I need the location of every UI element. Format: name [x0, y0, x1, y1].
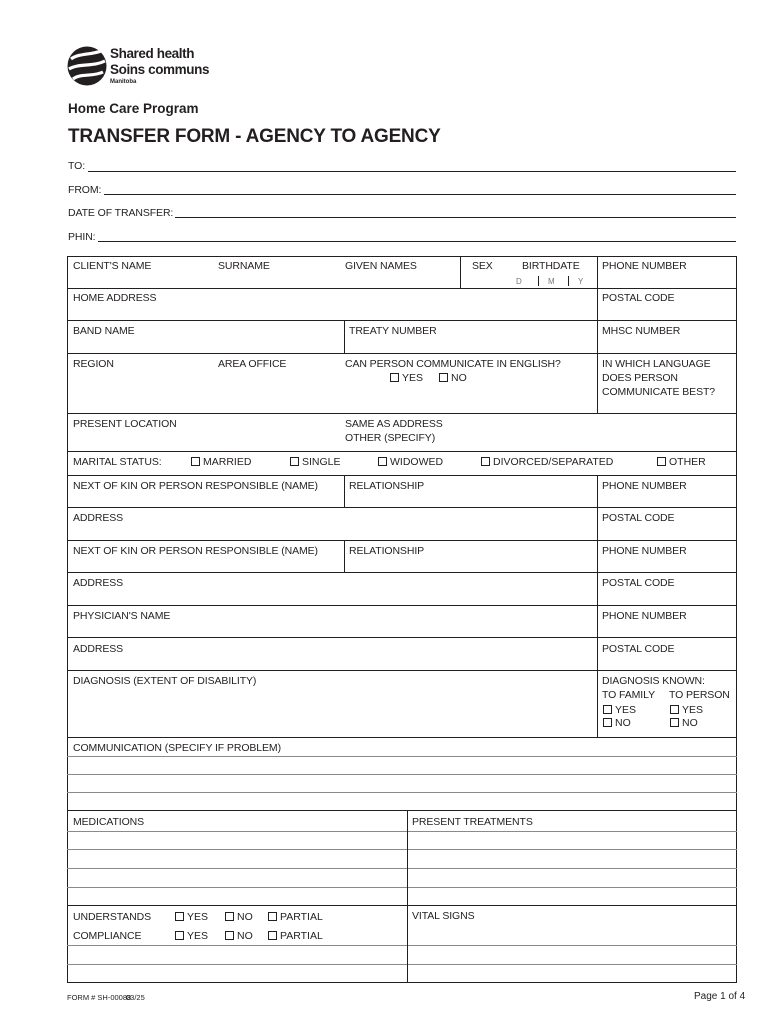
checkbox-icon: [268, 912, 277, 921]
checkbox-icon: [603, 705, 612, 714]
birthdate-day-label: D: [516, 277, 522, 286]
understands-yes-checkbox[interactable]: YES: [175, 911, 208, 923]
date-of-transfer-label: DATE OF TRANSFER:: [68, 207, 174, 219]
marital-widowed-checkbox[interactable]: WIDOWED: [378, 456, 443, 468]
checkbox-icon: [268, 931, 277, 940]
marital-divorced-checkbox[interactable]: DIVORCED/SEPARATED: [481, 456, 613, 468]
relationship-2-label: RELATIONSHIP: [349, 545, 425, 557]
kin-1-address-label: ADDRESS: [73, 512, 124, 524]
client-postal-code-label: POSTAL CODE: [602, 292, 675, 304]
area-office-label: AREA OFFICE: [218, 358, 287, 370]
given-names-label: GIVEN NAMES: [345, 260, 417, 272]
from-field[interactable]: [104, 194, 736, 195]
form-date: 03/25: [126, 993, 145, 1002]
home-address-label: HOME ADDRESS: [73, 292, 157, 304]
birthdate-label: BIRTHDATE: [522, 260, 580, 272]
marital-other-checkbox[interactable]: OTHER: [657, 456, 706, 468]
vital-signs-label: VITAL SIGNS: [412, 910, 475, 922]
surname-label: SURNAME: [218, 260, 270, 272]
page-number: Page 1 of 4: [694, 991, 746, 1002]
birthdate-year-label: Y: [578, 277, 584, 286]
marital-status-label: MARITAL STATUS:: [73, 456, 162, 468]
phin-label: PHIN:: [68, 231, 96, 243]
present-location-label: PRESENT LOCATION: [73, 418, 177, 430]
language-label-line3: COMMUNICATE BEST?: [602, 386, 716, 398]
marital-single-checkbox[interactable]: SINGLE: [290, 456, 341, 468]
brand-province: Manitoba: [110, 79, 137, 85]
checkbox-icon: [378, 457, 387, 466]
family-no-checkbox[interactable]: NO: [603, 717, 631, 729]
kin-2-address-label: ADDRESS: [73, 577, 124, 589]
checkbox-icon: [175, 931, 184, 940]
checkbox-icon: [175, 912, 184, 921]
form-title: TRANSFER FORM - AGENCY TO AGENCY: [68, 126, 441, 147]
checkbox-icon: [290, 457, 299, 466]
client-phone-label: PHONE NUMBER: [602, 260, 687, 272]
checkbox-icon: [670, 718, 679, 727]
compliance-no-checkbox[interactable]: NO: [225, 930, 253, 942]
checkbox-icon: [225, 931, 234, 940]
diagnosis-label: DIAGNOSIS (EXTENT OF DISABILITY): [73, 675, 257, 687]
brand-name-en: Shared health: [110, 46, 195, 61]
to-field[interactable]: [88, 171, 736, 172]
medications-label: MEDICATIONS: [73, 816, 145, 828]
to-family-label: TO FAMILY: [602, 689, 655, 701]
region-label: REGION: [73, 358, 114, 370]
person-no-checkbox[interactable]: NO: [670, 717, 698, 729]
understands-partial-checkbox[interactable]: PARTIAL: [268, 911, 323, 923]
sex-label: SEX: [472, 260, 493, 272]
physician-address-label: ADDRESS: [73, 643, 124, 655]
kin-1-phone-label: PHONE NUMBER: [602, 480, 687, 492]
checkbox-icon: [670, 705, 679, 714]
relationship-1-label: RELATIONSHIP: [349, 480, 425, 492]
understands-no-checkbox[interactable]: NO: [225, 911, 253, 923]
checkbox-icon: [390, 373, 399, 382]
other-specify-label: OTHER (SPECIFY): [345, 432, 436, 444]
next-of-kin-1-label: NEXT OF KIN OR PERSON RESPONSIBLE (NAME): [73, 480, 318, 492]
checkbox-icon: [191, 457, 200, 466]
checkbox-icon: [439, 373, 448, 382]
language-label-line2: DOES PERSON: [602, 372, 678, 384]
kin-2-phone-label: PHONE NUMBER: [602, 545, 687, 557]
birthdate-month-label: M: [548, 277, 555, 286]
same-as-address-label: SAME AS ADDRESS: [345, 418, 443, 430]
family-yes-checkbox[interactable]: YES: [603, 704, 636, 716]
shared-health-logo-icon: [67, 45, 107, 87]
checkbox-icon: [225, 912, 234, 921]
compliance-yes-checkbox[interactable]: YES: [175, 930, 208, 942]
phin-field[interactable]: [98, 241, 736, 242]
physician-postal-code-label: POSTAL CODE: [602, 643, 675, 655]
marital-married-checkbox[interactable]: MARRIED: [191, 456, 251, 468]
kin-2-postal-code-label: POSTAL CODE: [602, 577, 675, 589]
checkbox-icon: [657, 457, 666, 466]
to-person-label: TO PERSON: [669, 689, 730, 701]
compliance-label: COMPLIANCE: [73, 930, 142, 942]
diagnosis-known-label: DIAGNOSIS KNOWN:: [602, 675, 705, 687]
treaty-number-label: TREATY NUMBER: [349, 325, 437, 337]
english-yes-checkbox[interactable]: YES: [390, 372, 423, 384]
english-no-checkbox[interactable]: NO: [439, 372, 467, 384]
communication-label: COMMUNICATION (SPECIFY IF PROBLEM): [73, 742, 281, 754]
compliance-partial-checkbox[interactable]: PARTIAL: [268, 930, 323, 942]
physician-phone-label: PHONE NUMBER: [602, 610, 687, 622]
next-of-kin-2-label: NEXT OF KIN OR PERSON RESPONSIBLE (NAME): [73, 545, 318, 557]
checkbox-icon: [603, 718, 612, 727]
date-of-transfer-field[interactable]: [175, 217, 736, 218]
understands-label: UNDERSTANDS: [73, 911, 152, 923]
person-yes-checkbox[interactable]: YES: [670, 704, 703, 716]
program-name: Home Care Program: [68, 101, 199, 116]
present-treatments-label: PRESENT TREATMENTS: [412, 816, 533, 828]
from-label: FROM:: [68, 184, 102, 196]
clients-name-label: CLIENT'S NAME: [73, 260, 152, 272]
band-name-label: BAND NAME: [73, 325, 135, 337]
form-number: FORM # SH-00088: [67, 993, 132, 1002]
checkbox-icon: [481, 457, 490, 466]
mhsc-number-label: MHSC NUMBER: [602, 325, 681, 337]
kin-1-postal-code-label: POSTAL CODE: [602, 512, 675, 524]
brand-name-fr: Soins communs: [110, 62, 210, 77]
english-question-label: CAN PERSON COMMUNICATE IN ENGLISH?: [345, 358, 561, 370]
language-label-line1: IN WHICH LANGUAGE: [602, 358, 711, 370]
physician-name-label: PHYSICIAN'S NAME: [73, 610, 171, 622]
to-label: TO:: [68, 160, 86, 172]
